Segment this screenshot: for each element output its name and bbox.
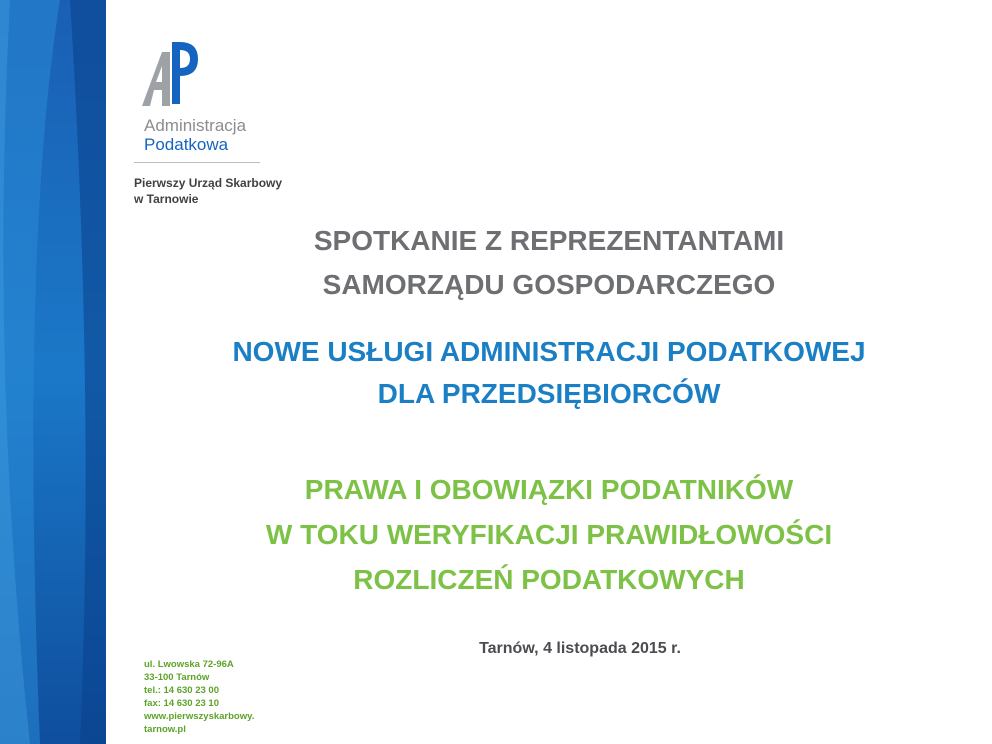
subtitle-line1: NOWE USŁUGI ADMINISTRACJI PODATKOWEJ [232,336,866,367]
subtitle-line2: DLA PRZEDSIĘBIORCÓW [377,378,721,409]
office-name-line1: Pierwszy Urząd Skarbowy [134,176,283,190]
brand-name-line1: Administracja [144,116,247,135]
presentation-date: Tarnów, 4 listopada 2015 r. [479,640,681,657]
logo-divider [134,162,260,163]
office-name-line2: w Tarnowie [134,192,199,206]
title-line1: SPOTKANIE Z REPREZENTANTAMI [313,225,785,256]
contact-phone: tel.: 14 630 23 00 [144,685,219,696]
contact-city: 33-100 Tarnów [144,672,210,683]
brand-name-line2: Podatkowa [144,135,229,154]
side-decorative-band [0,0,106,744]
contact-fax: fax: 14 630 23 10 [144,698,220,709]
title-line2: SAMORZĄDU GOSPODARCZEGO [322,269,776,300]
contact-street: ul. Lwowska 72-96A [144,659,234,670]
administracja-podatkowa-logo [140,40,210,110]
contact-website-line1[interactable]: www.pierwszyskarbowy. [144,711,255,722]
topic-line1: PRAWA I OBOWIĄZKI PODATNIKÓW [304,474,794,505]
topic-line2: W TOKU WERYFIKACJI PRAWIDŁOWOŚCI [265,519,833,550]
contact-website-line2[interactable]: tarnow.pl [144,724,186,735]
topic-line3: ROZLICZEŃ PODATKOWYCH [353,564,745,595]
